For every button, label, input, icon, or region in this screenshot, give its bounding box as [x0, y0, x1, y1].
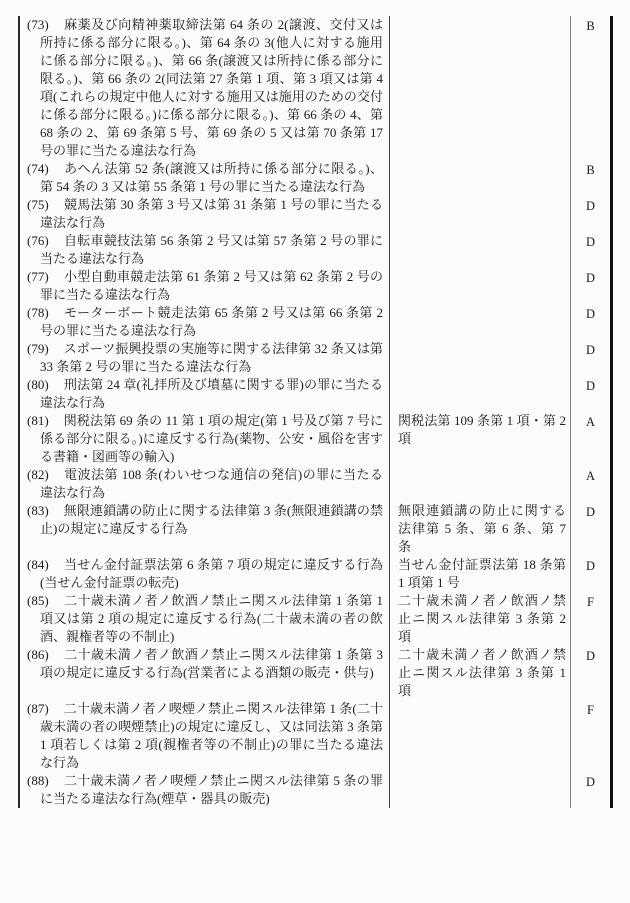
table-row — [20, 376, 610, 412]
grade-cell: F — [587, 703, 594, 717]
table-row — [20, 466, 610, 502]
table-row — [20, 268, 610, 304]
grade-cell: A — [585, 469, 596, 483]
offense-cell — [20, 340, 390, 376]
item-number: (85) — [27, 593, 49, 608]
offense-text: 二十歳未満ノ者ノ飲酒ノ禁止ニ関スル法律第 1 条第 3 項の規定に違反する行為(営業者による酒類の販売・供与) — [40, 647, 383, 680]
item-number: (74) — [27, 161, 49, 176]
offense-text: 刑法第 24 章(礼拝所及び墳墓に関する罪)の罪に当たる違法な行為 — [40, 377, 383, 410]
offense-text: 小型自動車競走法第 61 条第 2 号又は第 62 条第 2 号の罪に当たる違法な行為 — [40, 269, 383, 302]
grade-cell: D — [585, 199, 596, 213]
item-number: (77) — [27, 269, 49, 284]
grade-cell: D — [585, 343, 596, 357]
offense-text: モーターボート競走法第 65 条第 2 号又は第 66 条第 2 号の罪に当たる違法な行為 — [40, 305, 383, 338]
table-row — [20, 556, 610, 592]
related-statute-cell — [390, 268, 571, 304]
offense-cell — [20, 556, 390, 592]
item-number: (79) — [27, 341, 49, 356]
table-row — [20, 412, 610, 466]
table-row — [20, 502, 610, 556]
item-number: (82) — [27, 467, 49, 482]
table-row — [20, 700, 610, 772]
offense-text: 二十歳未満ノ者ノ飲酒ノ禁止ニ関スル法律第 1 条第 1 項又は第 2 項の規定に違反する行為(二十歳未満の者の飲酒、親権者等の不制止) — [40, 593, 383, 644]
related-statute-cell — [390, 232, 571, 268]
related-statute-cell — [390, 304, 571, 340]
related-statute-cell: 関税法第 109 条第 1 項・第 2 項 — [390, 412, 571, 466]
related-statute-cell — [390, 340, 571, 376]
offense-cell — [20, 376, 390, 412]
offense-cell — [20, 232, 390, 268]
table-row — [20, 160, 610, 196]
table-row — [20, 646, 610, 700]
grade-cell: B — [586, 19, 595, 33]
grade-cell: D — [585, 235, 596, 249]
related-statute-cell — [390, 700, 571, 772]
related-statute-cell: 二十歳未満ノ者ノ飲酒ノ禁止ニ関スル法律第 3 条第 2 項 — [390, 592, 571, 646]
offense-cell — [20, 304, 390, 340]
table-row — [20, 196, 610, 232]
offense-cell — [20, 646, 390, 700]
offense-text: 関税法第 69 条の 11 第 1 項の規定(第 1 号及び第 7 号に係る部分に限る。)に違反する行為(薬物、公安・風俗を害する書籍・図画等の輸入) — [40, 413, 383, 464]
item-number: (76) — [27, 233, 49, 248]
table-row — [20, 592, 610, 646]
offense-text: 麻薬及び向精神薬取締法第 64 条の 2(譲渡、交付又は所持に係る部分に限る。)、第 64 条の 3(他人に対する施用に係る部分に限る。)、第 66 条(譲渡又は所持に係る部分に限る。)、第 66 条の 2(同法第 27 条第 1 項、第 3 項又は第 4 項(これらの規定中他人に対する施用又は施用のための交付に係る部分に限る。)に係る部分に限る。)、第 66 条の 4、第 68 条の 2、第 69 条第 5 号、第 69 条の 5 又は第 70 条第 17 号の罪に当たる違法な行為 — [40, 17, 383, 158]
item-number: (75) — [27, 197, 49, 212]
table-row — [20, 304, 610, 340]
grade-cell: A — [585, 415, 596, 429]
item-number: (83) — [27, 503, 49, 518]
item-number: (78) — [27, 305, 49, 320]
offense-cell — [20, 772, 390, 808]
table-row — [20, 232, 610, 268]
offense-text: 無限連鎖講の防止に関する法律第 3 条(無限連鎖講の禁止)の規定に違反する行為 — [40, 503, 383, 536]
related-statute-cell — [390, 772, 571, 808]
related-statute-cell — [390, 376, 571, 412]
item-number: (86) — [27, 647, 49, 662]
offense-cell — [20, 466, 390, 502]
grade-cell: D — [585, 505, 596, 519]
grade-cell: F — [587, 595, 594, 609]
offense-table — [18, 16, 613, 808]
offense-text: 二十歳未満ノ者ノ喫煙ノ禁止ニ関スル法律第 1 条(二十歳未満の者の喫煙禁止)の規定に違反し、又は同法第 3 条第 1 項若しくは第 2 項(親権者等の不制止)の罪に当たる違法な行為 — [40, 701, 383, 770]
grade-cell: D — [585, 775, 596, 789]
related-statute-cell — [390, 16, 571, 160]
offense-text: 二十歳未満ノ者ノ喫煙ノ禁止ニ関スル法律第 5 条の罪に当たる違法な行為(煙草・器具の販売) — [40, 773, 383, 806]
offense-cell — [20, 700, 390, 772]
offense-cell — [20, 412, 390, 466]
offense-cell — [20, 196, 390, 232]
grade-cell: D — [585, 307, 596, 321]
offense-cell — [20, 502, 390, 556]
offense-cell — [20, 592, 390, 646]
grade-cell: D — [585, 271, 596, 285]
grade-cell: D — [585, 379, 596, 393]
offense-cell — [20, 16, 390, 160]
offense-cell — [20, 268, 390, 304]
table-row — [20, 772, 610, 808]
related-statute-cell: 無限連鎖講の防止に関する法律第 5 条、第 6 条、第 7 条 — [390, 502, 571, 556]
related-statute-cell: 当せん金付証票法第 18 条第 1 項第 1 号 — [390, 556, 571, 592]
item-number: (88) — [27, 773, 49, 788]
related-statute-cell — [390, 196, 571, 232]
related-statute-cell — [390, 466, 571, 502]
related-statute-cell — [390, 160, 571, 196]
related-statute-cell: 二十歳未満ノ者ノ飲酒ノ禁止ニ関スル法律第 3 条第 1 項 — [390, 646, 571, 700]
offense-text: 自転車競技法第 56 条第 2 号又は第 57 条第 2 号の罪に当たる違法な行為 — [40, 233, 383, 266]
item-number: (81) — [27, 413, 49, 428]
table-row — [20, 16, 610, 160]
offense-text: あへん法第 52 条(譲渡又は所持に係る部分に限る。)、第 54 条の 3 又は第 55 条第 1 号の罪に当たる違法な行為 — [40, 161, 383, 194]
offense-cell — [20, 160, 390, 196]
item-number: (84) — [27, 557, 49, 572]
item-number: (87) — [27, 701, 49, 716]
table-row — [20, 340, 610, 376]
grade-cell: D — [585, 649, 596, 663]
offense-text: 当せん金付証票法第 6 条第 7 項の規定に違反する行為(当せん金付証票の転売) — [40, 557, 383, 590]
offense-text: 電波法第 108 条(わいせつな通信の発信)の罪に当たる違法な行為 — [40, 467, 383, 500]
item-number: (73) — [27, 17, 49, 32]
offense-text: スポーツ振興投票の実施等に関する法律第 32 条又は第 33 条第 2 号の罪に当たる違法な行為 — [40, 341, 383, 374]
item-number: (80) — [27, 377, 49, 392]
grade-cell: D — [585, 559, 596, 573]
offense-text: 競馬法第 30 条第 3 号又は第 31 条第 1 号の罪に当たる違法な行為 — [40, 197, 383, 230]
grade-cell: B — [586, 163, 595, 177]
